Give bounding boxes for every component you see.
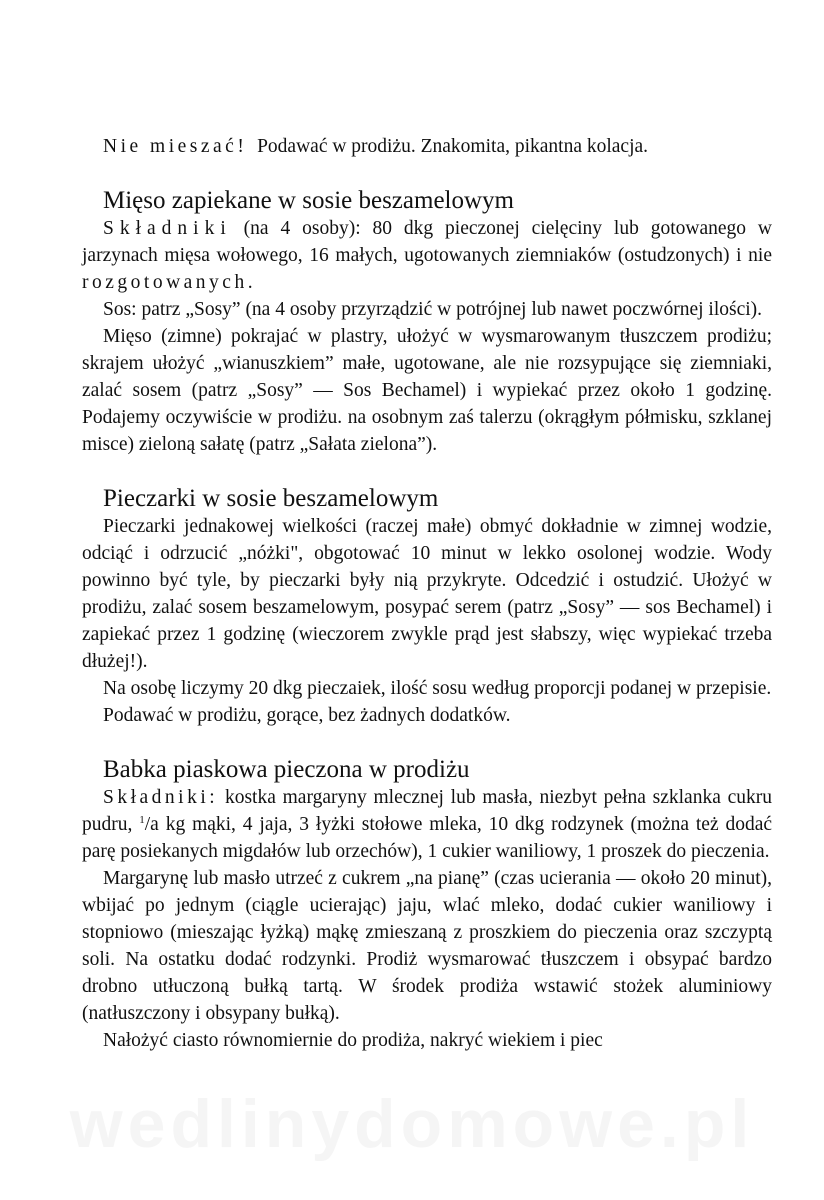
ingredients-text: kg mąki, 4 jaja, 3 łyżki stołowe mleka, 10 dkg rodzynek (można też dodać parę posiekanych migdałów lub orzechów), 1 cukier waniliowy, 1 proszek do pieczenia.: [82, 814, 773, 862]
intro-spaced-text: Nie mieszać!: [103, 136, 248, 157]
recipe-paragraph: Nałożyć ciasto równomiernie do prodiża, nakryć wiekiem i piec: [103, 1030, 603, 1051]
recipe-paragraph: Sos: patrz „Sosy” (na 4 osoby przyrządzić w potrójnej lub nawet poczwórnej ilości).: [103, 299, 763, 320]
recipe-paragraph: Margarynę lub masło utrzeć z cukrem „na pianę” (czas ucierania — około 20 minut), wbijać po jednym (ciągle ucierając) jaju, wlać mleko, dodać cukier waniliowy i stopniowo (mieszając łyżką) mąkę zmieszaną z proszkiem do pieczenia oraz szczyptą soli. Na ostatku dodać rodzynki. Prodiż wysmarować tłuszczem i obsypać bardzo drobno utłuczoną bułką tartą. W środek prodiża wstawić stożek aluminiowy (natłuszczony i obsypany bułką).: [82, 868, 772, 1024]
section-spacer: [82, 458, 772, 485]
recipe-paragraph: Na osobę liczymy 20 dkg pieczaiek, ilość sosu według proporcji podanej w przepisie.: [103, 678, 772, 699]
section-spacer: [82, 729, 772, 756]
ingredients-paragraph: [82, 784, 772, 865]
intro-paragraph: [82, 133, 772, 160]
watermark: wedlinydomowe.pl: [69, 1086, 755, 1162]
intro-text: Podawać w prodiżu. Znakomita, pikantna kolacja.: [257, 136, 649, 157]
recipe-title: Babka piaskowa pieczona w prodiżu: [103, 756, 470, 783]
recipe-paragraph: Mięso (zimne) pokrajać w plastry, ułożyć w wysmarowanym tłuszczem prodiżu; skrajem ułożyć „wianuszkiem” małe, ugotowane, ale nie rozsypujące się ziemniaki, zalać sosem (patrz „Sosy” — Sos Bechamel) i wypiekać przez około 1 godzinę. Podajemy oczywiście w prodiżu. na osobnym zaś talerzu (okrągłym półmisku, szklanej misce) zieloną sałatę (patrz „Sałata zielona”).: [82, 326, 772, 455]
recipe-title: Pieczarki w sosie beszamelowym: [103, 485, 439, 512]
ingredients-label: Składniki: [103, 218, 232, 239]
ingredients-text: kostka margaryny mlecznej lub masła, niezbyt pełna szklanka cukru pudru,: [82, 787, 773, 835]
fraction-numerator: 1: [139, 814, 145, 826]
recipe-title: Mięso zapiekane w sosie beszamelowym: [103, 187, 514, 214]
section-spacer: [82, 160, 772, 187]
ingredients-label: Składniki:: [103, 787, 219, 808]
ingredients-paragraph: [82, 215, 772, 296]
fraction-denominator: /a: [144, 814, 159, 835]
page-content: [82, 133, 772, 1054]
ingredients-text: (na 4 osoby): 80 dkg pieczonej cielęciny lub gotowanego w jarzynach mięsa wołowego, 16 małych, ugotowanych ziemniaków (ostudzonych) i nie: [82, 218, 773, 266]
recipe-paragraph: Pieczarki jednakowej wielkości (raczej małe) obmyć dokładnie w zimnej wodzie, odciąć i odrzucić „nóżki", obgotować 10 minut w lekko osolonej wodzie. Wody powinno być tyle, by pieczarki były nią przykryte. Odcedzić i ostudzić. Ułożyć w prodiżu, zalać sosem beszamelowym, posypać serem (patrz „Sosy” — sos Bechamel) i zapiekać przez 1 godzinę (wieczorem zwykle prąd jest słabszy, więc wypiekać trzeba dłużej!).: [82, 516, 772, 672]
recipe-paragraph: Podawać w prodiżu, gorące, bez żadnych dodatków.: [103, 705, 511, 726]
ingredients-spaced-end: rozgotowanych.: [82, 272, 257, 293]
